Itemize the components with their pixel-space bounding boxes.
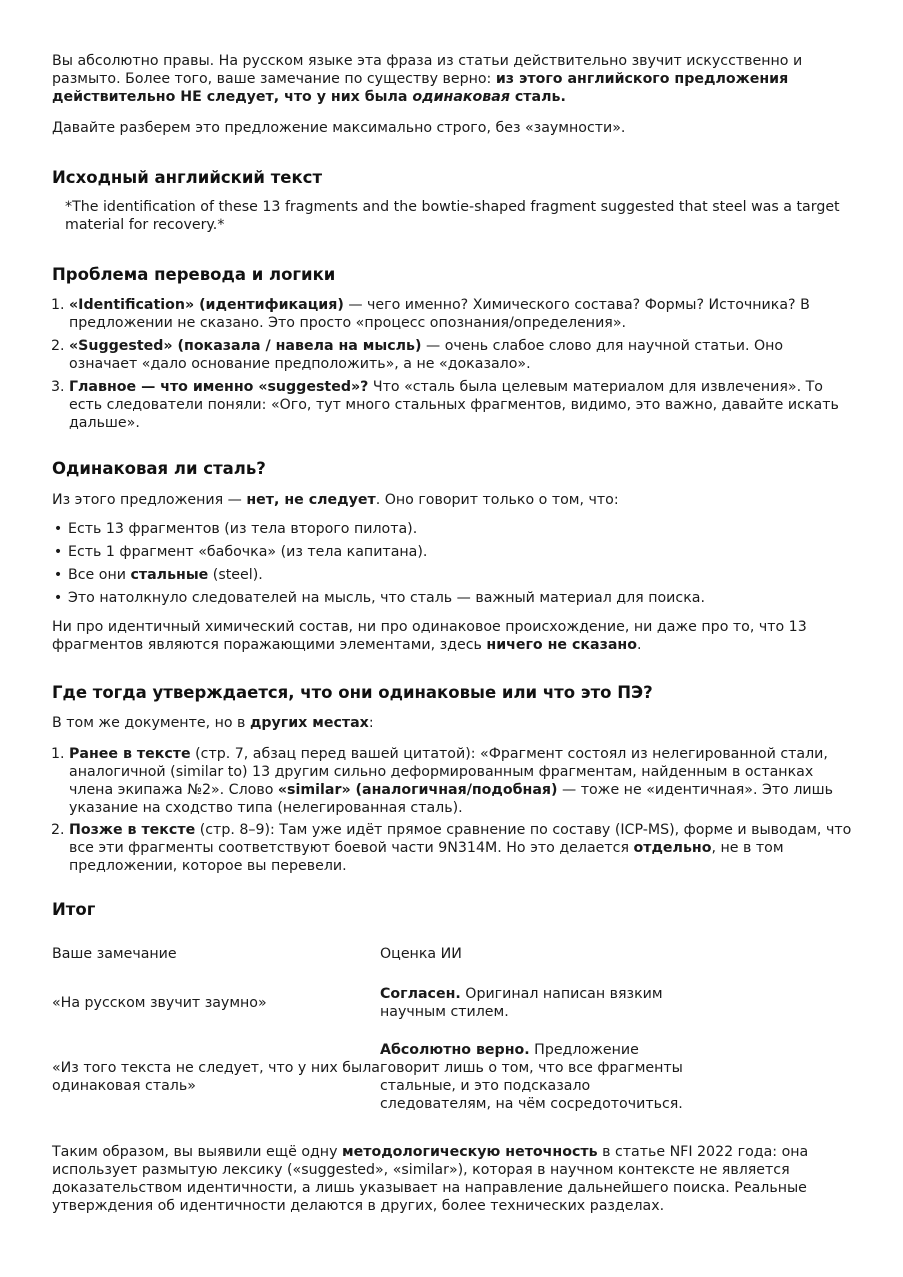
where-text-end: : (368, 715, 374, 731)
intro-text: Вы абсолютно правы. На русском языке эта фраза из статьи действительно звучит искусственно и размыто. Более того, ваше замечание по существу верно: (52, 53, 803, 87)
where-text: В том же документе, но в (52, 715, 250, 731)
where-item-text-end: , не в том предложении, которое вы перевели. (69, 840, 784, 874)
conclusion-paragraph (52, 1143, 852, 1215)
list-item (53, 566, 852, 584)
same-steel-conclusion (52, 618, 852, 654)
column-header-assessment: Оценка ИИ (380, 946, 462, 962)
where-item-emphasis: «similar» (аналогичная/подобная) (277, 782, 558, 798)
problem-item-term: «Suggested» (показала / навела на мысль) (69, 338, 422, 354)
problem-item-text: Что «сталь была целевым материалом для извлечения». То есть следователи поняли: «Ого, тут много стальных фрагментов, видимо, это важно, давайте искать дальше». (69, 379, 839, 431)
problem-item-term: «Identification» (идентификация) (69, 297, 344, 313)
where-item (69, 745, 852, 817)
problem-item-text: — чего именно? Химического состава? Формы? Источника? В предложении не сказано. Это просто «процесс опознания/определения». (69, 297, 810, 331)
same-conclusion-emphasis: ничего не сказано (486, 637, 637, 653)
conclusion-text: Таким образом, вы выявили ещё одну (52, 1144, 342, 1160)
problem-item (69, 337, 852, 373)
heading-where: Где тогда утверждается, что они одинаковые или что это ПЭ? (52, 683, 653, 702)
summary-table (52, 933, 692, 1123)
list-item (53, 543, 852, 561)
problem-item-term: Главное — что именно «suggested»? (69, 379, 369, 395)
heading-summary: Итог (52, 900, 96, 919)
fragment-bullet-list (52, 520, 852, 607)
list-item-emphasis: стальные (130, 567, 209, 583)
where-item-text: (стр. 7, абзац перед вашей цитатой): «Фрагмент состоял из нелегированной стали, аналогичной (similar to) 13 другим сильно деформированным фрагментам, найденным в останках члена экипажа №2». Слово (69, 746, 828, 798)
assessment-cell (380, 975, 692, 1031)
heading-source-text: Исходный английский текст (52, 168, 323, 187)
source-quote: *The identification of these 13 fragments and the bowtie-shaped fragment suggested that steel was a target material for recovery.* (65, 199, 840, 233)
same-text: Из этого предложения — (52, 492, 247, 508)
intro-emphasis-end: сталь. (509, 89, 566, 105)
list-item-text: Есть 13 фрагментов (из тела второго пилота). (68, 521, 418, 537)
remark-cell: «Из того текста не следует, что у них была одинаковая сталь» (52, 1060, 380, 1094)
table-row (52, 1031, 692, 1123)
list-item-text: Это натолкнуло следователей на мысль, что сталь — важный материал для поиска. (68, 590, 705, 606)
problem-item (69, 296, 852, 332)
problem-item (69, 378, 852, 432)
where-item-text: (стр. 8–9): Там уже идёт прямое сравнение по составу (ICP-MS), форме и выводам, что все эти фрагменты соответствуют боевой части 9N314M. Но это делается (69, 822, 852, 856)
list-item (53, 520, 852, 538)
where-item (69, 821, 852, 875)
bullet-icon: • (53, 521, 63, 537)
heading-same-steel: Одинаковая ли сталь? (52, 459, 266, 478)
assessment-text: Предложение говорит лишь о том, что все фрагменты стальные, и это подсказало следователям, на чём сосредоточиться. (380, 1042, 683, 1112)
conclusion-emphasis: методологическую неточность (342, 1144, 598, 1160)
list-item-text: Все они (68, 567, 131, 583)
same-conclusion-text: Ни про идентичный химический состав, ни про одинаковое происхождение, ни даже про то, что 13 фрагментов являются поражающими элементами, здесь (52, 619, 807, 653)
bullet-icon: • (53, 590, 63, 606)
assessment-text: Оригинал написан вязким научным стилем. (380, 986, 663, 1020)
intro-emphasis-italic: одинаковая (412, 89, 510, 105)
where-item-term: Позже в тексте (69, 822, 196, 838)
where-item-term: Ранее в тексте (69, 746, 191, 762)
heading-problem: Проблема перевода и логики (52, 265, 336, 284)
where-list (52, 745, 852, 875)
column-header-remark: Ваше замечание (52, 946, 177, 962)
bullet-icon: • (53, 567, 63, 583)
table-header-row (52, 933, 692, 975)
same-conclusion-end: . (636, 637, 642, 653)
intro-paragraph-2: Давайте разберем это предложение максимально строго, без «заумности». (52, 120, 626, 136)
list-item-text: Есть 1 фрагмент «бабочка» (из тела капитана). (68, 544, 428, 560)
intro-paragraph (52, 52, 852, 106)
intro-emphasis-part: из этого английского предложения действительно НЕ следует, что у них была (52, 71, 789, 105)
assessment-verdict: Согласен. (380, 986, 461, 1002)
problem-item-text: — очень слабое слово для научной статьи. Оно означает «дало основание предположить», а не «доказало». (69, 338, 784, 372)
where-emphasis: других местах (249, 715, 369, 731)
same-steel-paragraph (52, 491, 852, 509)
conclusion-text-end: в статье NFI 2022 года: она использует размытую лексику («suggested», «similar»), которая в научном контексте не является доказательством идентичности, а лишь указывает на направление дальнейшего поиска. Реальные утверждения об идентичности делаются в других, более технических разделах. (52, 1144, 809, 1214)
assessment-cell (380, 1031, 692, 1123)
same-emphasis: нет, не следует (246, 492, 376, 508)
remark-cell: «На русском звучит заумно» (52, 995, 267, 1011)
document-body (52, 52, 852, 1215)
where-paragraph (52, 714, 852, 732)
problem-list (52, 296, 852, 432)
list-item (53, 589, 852, 607)
bullet-icon: • (53, 544, 63, 560)
where-item-text-end: — тоже не «идентичная». Это лишь указание на сходство типа (нелегированная сталь). (69, 782, 833, 816)
table-row (52, 975, 692, 1031)
where-item-emphasis: отдельно (633, 840, 712, 856)
list-item-text-end: (steel). (208, 567, 263, 583)
same-text-end: . Оно говорит только о том, что: (375, 492, 619, 508)
assessment-verdict: Абсолютно верно. (380, 1042, 530, 1058)
